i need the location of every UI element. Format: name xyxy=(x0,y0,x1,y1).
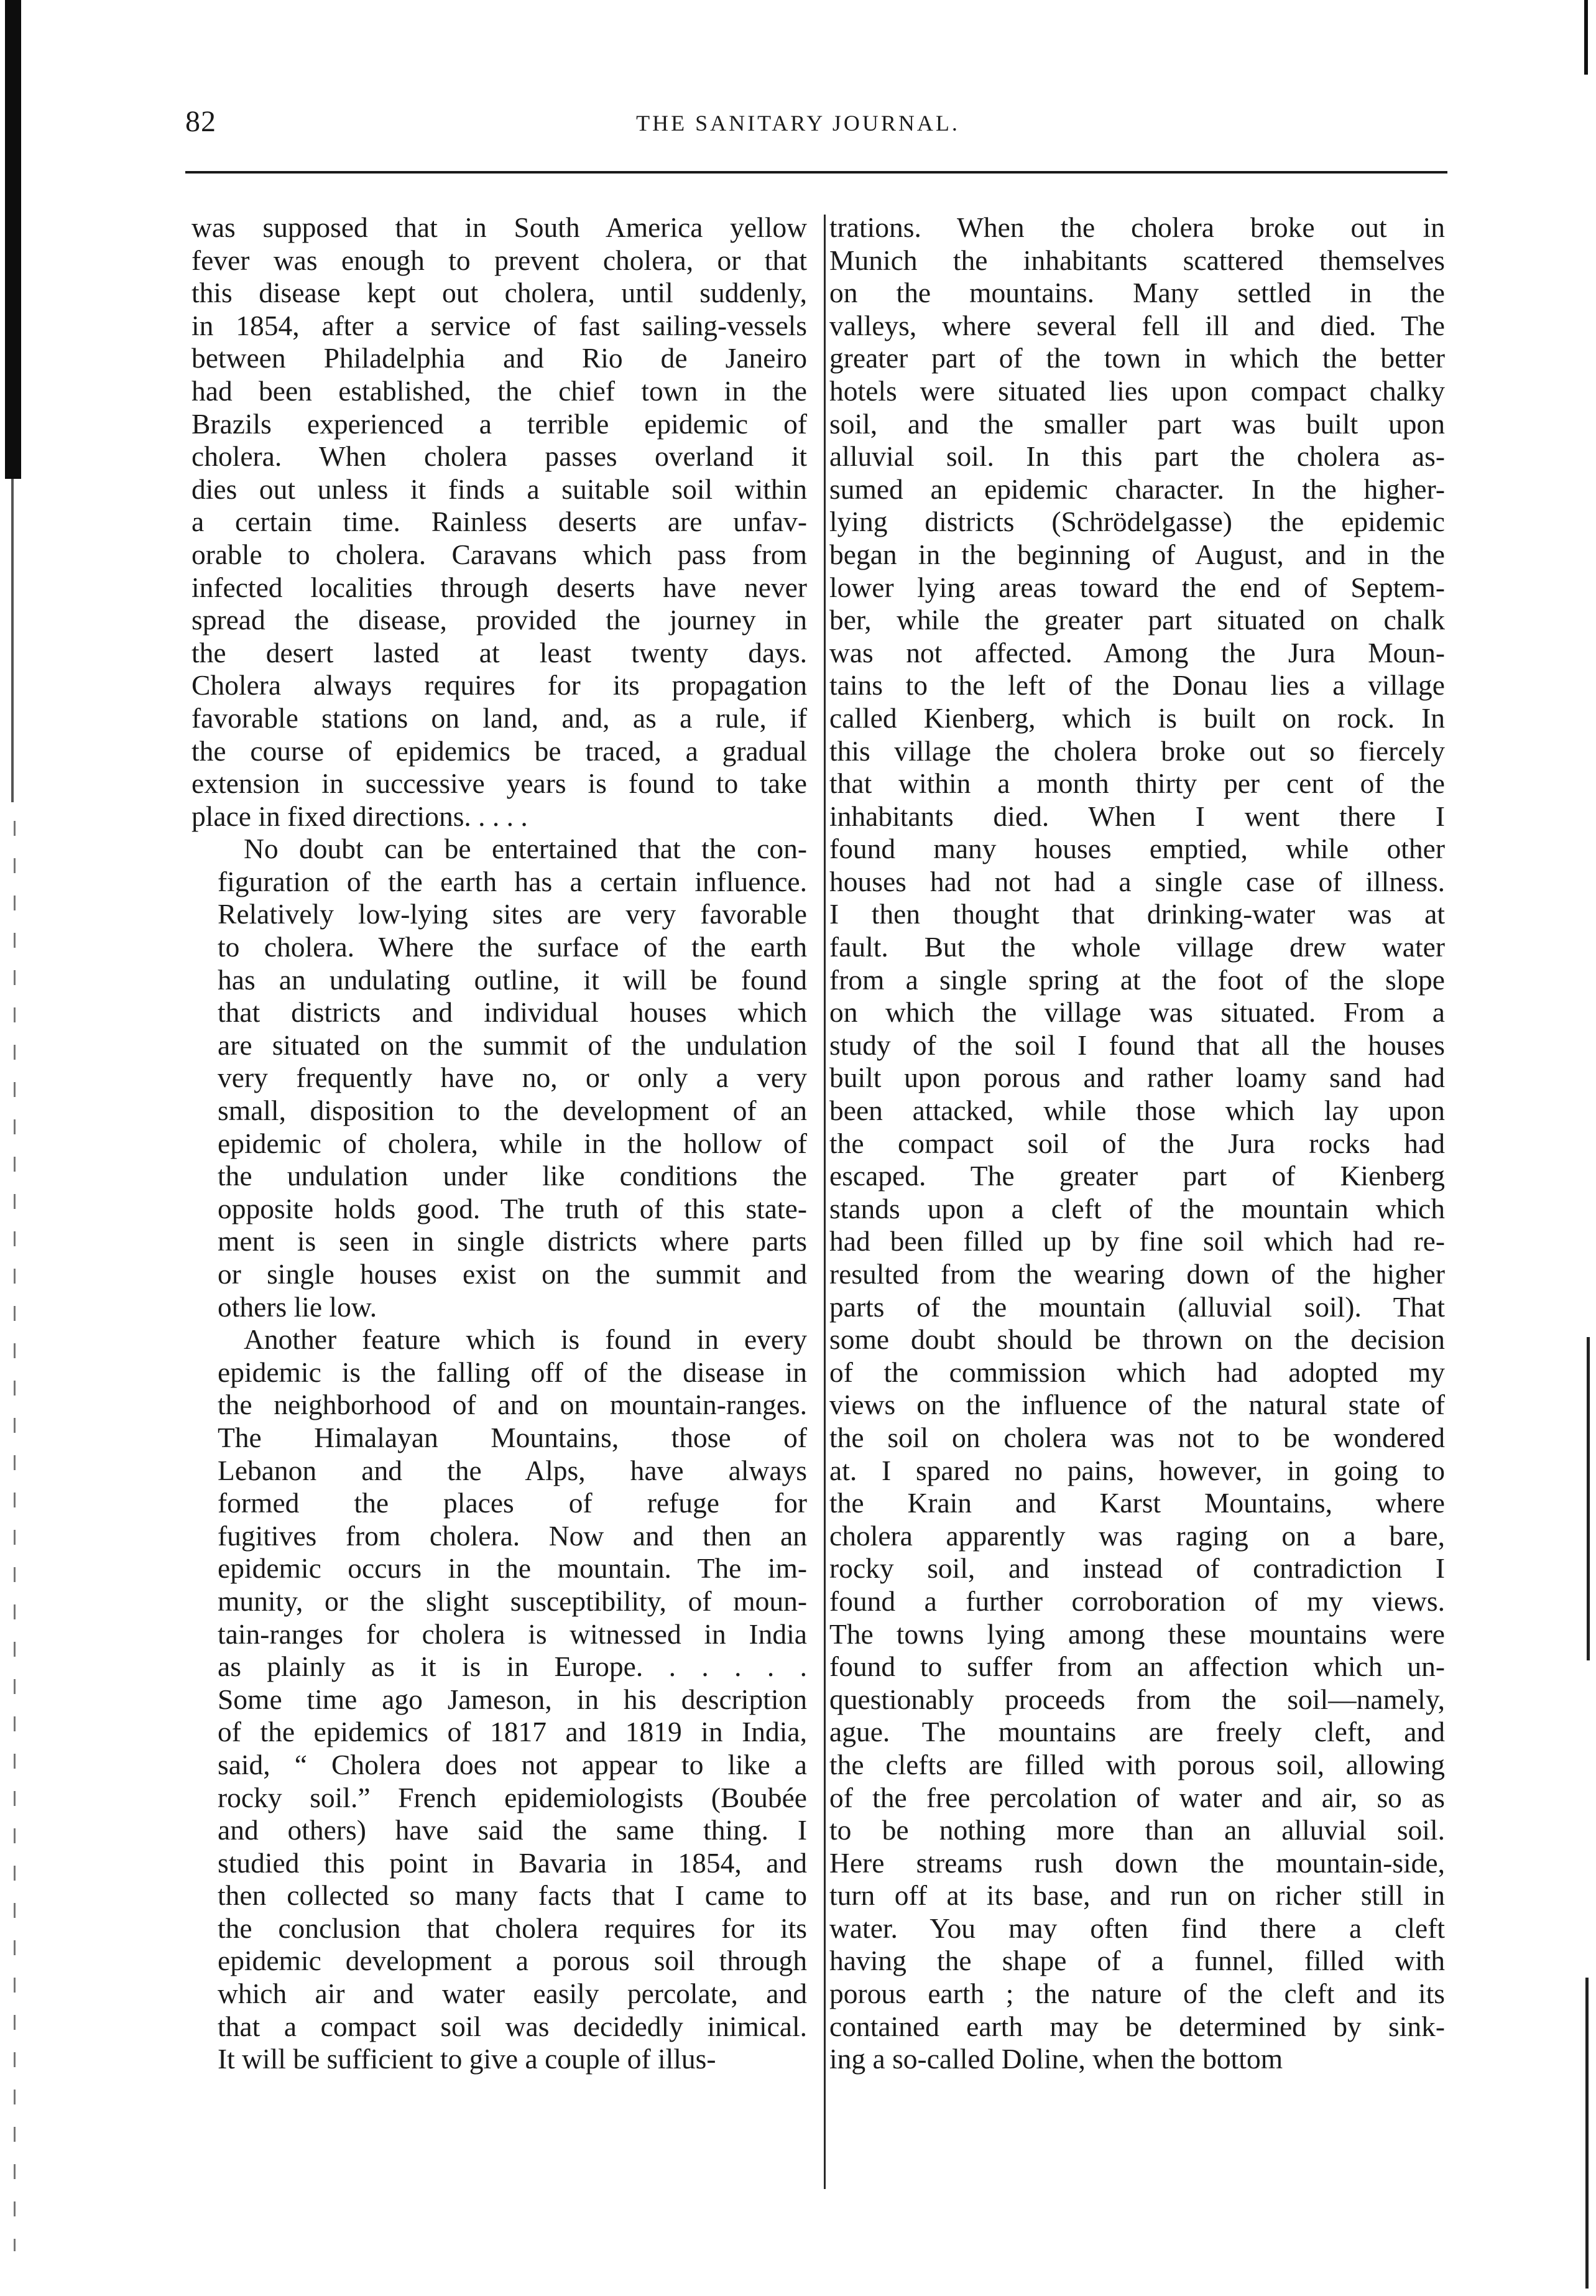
text-line: the clefts are filled with porous soil, allowing xyxy=(829,1748,1445,1780)
text-line: questionably proceeds from the soil—namely, xyxy=(829,1683,1445,1715)
binding-edge-shadow xyxy=(5,0,21,479)
text-line: the Krain and Karst Mountains, where xyxy=(829,1487,1445,1519)
text-line: soil, and the smaller part was built upon xyxy=(829,407,1445,440)
right-edge-mark-bottom xyxy=(1585,1978,1589,2289)
text-line: orable to cholera. Caravans which pass from xyxy=(191,538,807,570)
paragraph xyxy=(829,211,1445,2076)
text-line: favorable stations on land, and, as a rule, if xyxy=(191,701,807,734)
text-line: was supposed that in South America yellow xyxy=(191,211,807,243)
text-line: that districts and individual houses which xyxy=(218,996,807,1029)
text-line: turn off at its base, and run on richer still in xyxy=(829,1879,1445,1912)
text-line: place in fixed directions. . . . . xyxy=(191,800,528,832)
text-line: that a compact soil was decidedly inimical. xyxy=(218,2010,807,2042)
text-line: in 1854, after a service of fast sailing-vessels xyxy=(191,309,807,341)
text-line: began in the beginning of August, and in the xyxy=(829,538,1445,570)
text-line: very frequently have no, or only a very xyxy=(218,1062,807,1094)
text-line: water. You may often find there a cleft xyxy=(829,1912,1445,1944)
right-column xyxy=(829,211,1445,2076)
text-line: formed the places of refuge for xyxy=(218,1487,807,1519)
text-line: and others) have said the same thing. I xyxy=(218,1814,807,1846)
text-line: small, disposition to the development of an xyxy=(218,1095,807,1127)
text-line: Cholera always requires for its propagation xyxy=(191,669,807,701)
text-line: from a single spring at the foot of the slope xyxy=(829,963,1445,996)
text-line: Here streams rush down the mountain-side, xyxy=(829,1846,1445,1879)
text-line: a certain time. Rainless deserts are unfav- xyxy=(191,506,807,538)
text-line: the desert lasted at least twenty days. xyxy=(191,636,807,669)
text-line: the soil on cholera was not to be wondered xyxy=(829,1421,1445,1453)
running-head: THE SANITARY JOURNAL. xyxy=(636,111,960,136)
text-line: No doubt can be entertained that the con- xyxy=(244,833,807,865)
text-line: having the shape of a funnel, filled with xyxy=(829,1945,1445,1977)
text-line: cholera. When cholera passes overland it xyxy=(191,440,807,473)
text-line: alluvial soil. In this part the cholera as- xyxy=(829,440,1445,473)
text-line: as plainly as it is in Europe. . . . . . xyxy=(218,1650,807,1683)
binding-edge-line xyxy=(11,479,14,802)
text-line: ment is seen in single districts where parts xyxy=(218,1225,807,1257)
text-line: found to suffer from an affection which un- xyxy=(829,1650,1445,1683)
text-line: that within a month thirty per cent of the xyxy=(829,767,1445,800)
text-line: The Himalayan Mountains, those of xyxy=(218,1421,807,1453)
text-line: the course of epidemics be traced, a gradual xyxy=(191,734,807,767)
text-line: porous earth ; the nature of the cleft and its xyxy=(829,1978,1445,2010)
text-line: parts of the mountain (alluvial soil). That xyxy=(829,1290,1445,1323)
text-line: ague. The mountains are freely cleft, and xyxy=(829,1716,1445,1748)
text-line: at. I spared no pains, however, in going to xyxy=(829,1454,1445,1486)
text-line: the compact soil of the Jura rocks had xyxy=(829,1127,1445,1159)
text-line: to cholera. Where the surface of the earth xyxy=(218,931,807,963)
text-line: has an undulating outline, it will be found xyxy=(218,963,807,996)
text-line: epidemic occurs in the mountain. The im- xyxy=(218,1552,807,1585)
text-line: fever was enough to prevent cholera, or that xyxy=(191,244,807,276)
text-line: rocky soil, and instead of contradiction I xyxy=(829,1552,1445,1585)
text-line: study of the soil I found that all the houses xyxy=(829,1029,1445,1061)
text-line: munity, or the slight susceptibility, of moun- xyxy=(218,1585,807,1617)
text-line: found a further corroboration of my views. xyxy=(829,1585,1445,1617)
text-line: others lie low. xyxy=(218,1290,377,1323)
text-line: dies out unless it finds a suitable soil within xyxy=(191,473,807,505)
text-line: ber, while the greater part situated on chalk xyxy=(829,604,1445,636)
text-line: houses had not had a single case of illness. xyxy=(829,865,1445,897)
text-line: this disease kept out cholera, until suddenly, xyxy=(191,277,807,309)
text-line: greater part of the town in which the better xyxy=(829,342,1445,374)
text-line: spread the disease, provided the journey in xyxy=(191,604,807,636)
text-line: ing a so-called Doline, when the bottom xyxy=(829,2043,1283,2075)
text-line: studied this point in Bavaria in 1854, and xyxy=(218,1846,807,1879)
text-line: figuration of the earth has a certain influence. xyxy=(218,865,807,897)
text-line: fugitives from cholera. Now and then an xyxy=(218,1519,807,1552)
text-line: tain-ranges for cholera is witnessed in India xyxy=(218,1618,807,1650)
text-line: then collected so many facts that I came to xyxy=(218,1879,807,1912)
text-line: sumed an epidemic character. In the higher- xyxy=(829,473,1445,505)
text-line: tains to the left of the Donau lies a village xyxy=(829,669,1445,701)
text-line: epidemic development a porous soil through xyxy=(218,1945,807,1977)
text-line: some doubt should be thrown on the decision xyxy=(829,1323,1445,1356)
text-line: Brazils experienced a terrible epidemic of xyxy=(191,407,807,440)
text-line: been attacked, while those which lay upon xyxy=(829,1095,1445,1127)
text-line: stands upon a cleft of the mountain which xyxy=(829,1192,1445,1224)
paragraph xyxy=(191,211,807,833)
text-line: trations. When the cholera broke out in xyxy=(829,211,1445,243)
text-line: escaped. The greater part of Kienberg xyxy=(829,1160,1445,1192)
text-line: infected localities through deserts have never xyxy=(191,571,807,603)
text-line: called Kienberg, which is built on rock. In xyxy=(829,701,1445,734)
right-edge-mark-top xyxy=(1584,0,1588,75)
text-line: Munich the inhabitants scattered themselves xyxy=(829,244,1445,276)
text-line: contained earth may be determined by sink- xyxy=(829,2010,1445,2042)
left-column xyxy=(191,211,807,2076)
text-line: It will be sufficient to give a couple of illus- xyxy=(218,2043,716,2075)
text-line: found many houses emptied, while other xyxy=(829,833,1445,865)
text-line: I then thought that drinking-water was at xyxy=(829,898,1445,930)
page-number: 82 xyxy=(185,105,216,138)
text-line: on the mountains. Many settled in the xyxy=(829,277,1445,309)
text-line: of the epidemics of 1817 and 1819 in India, xyxy=(218,1716,807,1748)
text-line: the undulation under like conditions the xyxy=(218,1160,807,1192)
right-edge-mark-middle xyxy=(1587,1337,1590,1660)
text-line: lower lying areas toward the end of Septem- xyxy=(829,571,1445,603)
text-line: inhabitants died. When I went there I xyxy=(829,800,1445,832)
text-line: between Philadelphia and Rio de Janeiro xyxy=(191,342,807,374)
text-line: resulted from the wearing down of the higher xyxy=(829,1258,1445,1290)
paragraph xyxy=(191,1323,807,2076)
text-line: cholera apparently was raging on a bare, xyxy=(829,1519,1445,1552)
text-line: had been established, the chief town in the xyxy=(191,374,807,407)
text-line: Another feature which is found in every xyxy=(244,1323,807,1356)
text-line: Lebanon and the Alps, have always xyxy=(218,1454,807,1486)
text-line: fault. But the whole village drew water xyxy=(829,931,1445,963)
text-line: Some time ago Jameson, in his description xyxy=(218,1683,807,1715)
text-line: epidemic is the falling off of the disease in xyxy=(218,1356,807,1388)
text-line: or single houses exist on the summit and xyxy=(218,1258,807,1290)
column-divider xyxy=(824,215,826,2189)
left-edge-marks xyxy=(14,821,16,2251)
text-line: valleys, where several fell ill and died. The xyxy=(829,309,1445,341)
text-line: said, “ Cholera does not appear to like a xyxy=(218,1748,807,1780)
text-line: opposite holds good. The truth of this state- xyxy=(218,1192,807,1224)
text-line: lying districts (Schrödelgasse) the epidemic xyxy=(829,506,1445,538)
text-line: this village the cholera broke out so fiercely xyxy=(829,734,1445,767)
text-line: hotels were situated lies upon compact chalky xyxy=(829,374,1445,407)
text-line: the conclusion that cholera requires for its xyxy=(218,1912,807,1944)
text-line: Relatively low-lying sites are very favorable xyxy=(218,898,807,930)
text-line: rocky soil.” French epidemiologists (Boubée xyxy=(218,1781,807,1813)
text-line: The towns lying among these mountains were xyxy=(829,1618,1445,1650)
text-line: epidemic of cholera, while in the hollow of xyxy=(218,1127,807,1159)
text-line: had been filled up by fine soil which had re- xyxy=(829,1225,1445,1257)
text-line: of the commission which had adopted my xyxy=(829,1356,1445,1388)
text-line: extension in successive years is found to take xyxy=(191,767,807,800)
header-rule xyxy=(185,171,1447,174)
text-line: views on the influence of the natural state of xyxy=(829,1389,1445,1421)
text-line: of the free percolation of water and air, so as xyxy=(829,1781,1445,1813)
text-line: was not affected. Among the Jura Moun- xyxy=(829,636,1445,669)
paragraph xyxy=(191,833,807,1323)
text-line: built upon porous and rather loamy sand had xyxy=(829,1062,1445,1094)
text-line: the neighborhood of and on mountain-ranges. xyxy=(218,1389,807,1421)
text-line: are situated on the summit of the undulation xyxy=(218,1029,807,1061)
text-line: to be nothing more than an alluvial soil. xyxy=(829,1814,1445,1846)
text-line: which air and water easily percolate, and xyxy=(218,1978,807,2010)
text-line: on which the village was situated. From a xyxy=(829,996,1445,1029)
